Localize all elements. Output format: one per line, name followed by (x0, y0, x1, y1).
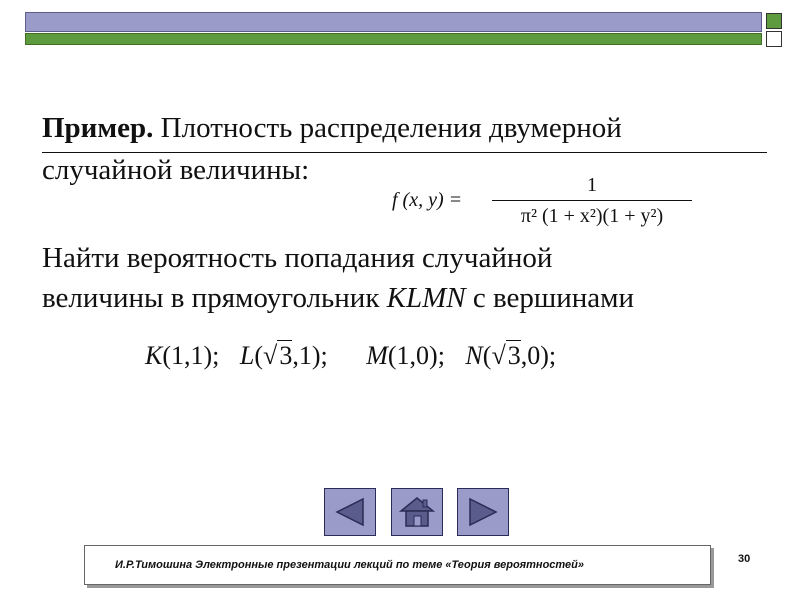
task-text (42, 238, 772, 318)
title-bold: Пример. (42, 112, 154, 144)
density-formula (392, 172, 712, 232)
corner-square-white (766, 31, 782, 47)
vertex-n: N(√3,0); (465, 341, 557, 370)
task-line2 (42, 278, 772, 318)
vertex-k-coords: (1,1); (162, 341, 220, 370)
vertex-l-name: L (239, 341, 255, 370)
slide-title (42, 110, 767, 146)
fraction-bar (492, 200, 692, 201)
vertex-k-name: K (145, 341, 163, 370)
triangle-left-icon (333, 497, 367, 527)
task-line1: Найти вероятность попадания случайной (42, 242, 553, 274)
vertex-l-open: ( (254, 341, 264, 370)
formula-lhs: f (x, y) = (392, 189, 463, 211)
vertex-l-close: ,1); (292, 341, 328, 370)
header-bar (25, 12, 762, 32)
header-accent-bar (25, 33, 762, 45)
slide-title-line2: случайной величины: (42, 154, 310, 186)
formula-numerator: 1 (587, 174, 597, 196)
triangle-right-icon (466, 497, 500, 527)
forward-button[interactable] (457, 488, 509, 536)
vertex-m-coords: (1,0); (387, 341, 445, 370)
vertex-n-sqrt: 3 (507, 341, 521, 370)
vertex-k (145, 341, 219, 371)
formula-fraction (492, 172, 692, 229)
page-number: 30 (738, 553, 751, 565)
rect-name: KLMN (386, 282, 466, 314)
back-button[interactable] (324, 488, 376, 536)
vertex-l: L(√3,1); (239, 341, 328, 370)
formula-denominator: π² (1 + x²)(1 + y²) (520, 205, 664, 227)
title-rest: Плотность распределения двумерной (153, 112, 622, 144)
vertex-n-name: N (465, 341, 483, 370)
footer-caption: И.Р.Тимошина Электронные презентации лекций по теме «Теория вероятностей» (84, 545, 711, 585)
house-icon (399, 495, 435, 529)
vertex-m-name: M (366, 341, 388, 370)
vertex-m (366, 341, 445, 371)
corner-square-green (766, 13, 782, 29)
task-line2-start: величины в прямоугольник (42, 282, 387, 314)
vertex-l-sqrt: 3 (279, 341, 293, 370)
home-button[interactable] (391, 488, 443, 536)
vertex-n-open: ( (482, 341, 492, 370)
vertex-n-close: ,0); (520, 341, 557, 370)
task-line2-end: с вершинами (465, 282, 635, 314)
vertices (145, 340, 570, 371)
